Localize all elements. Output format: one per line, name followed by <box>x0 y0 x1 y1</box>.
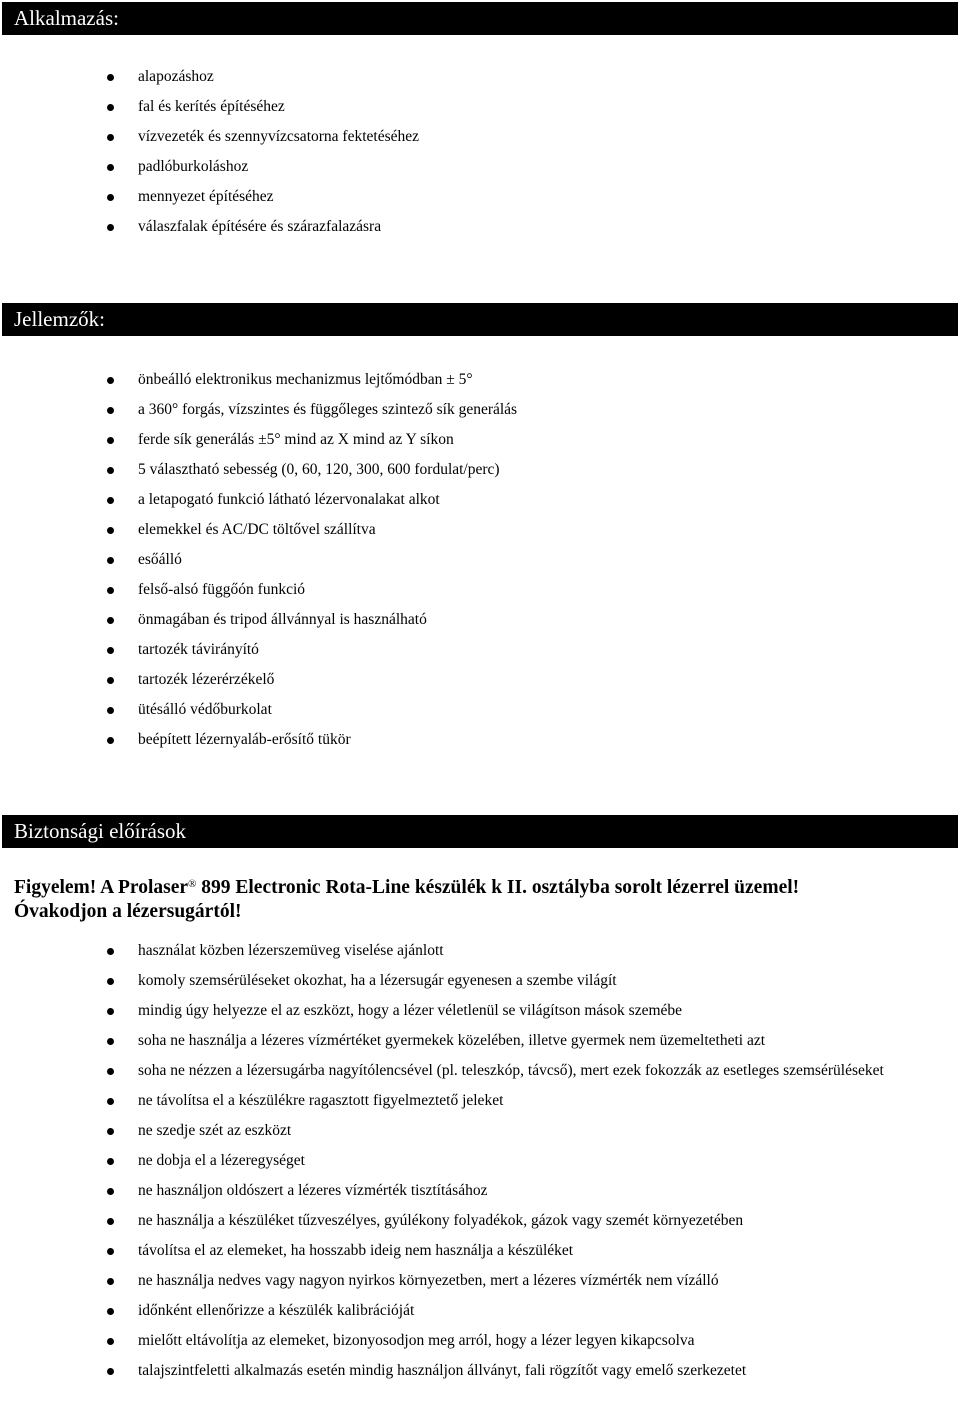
application-list-item: mennyezet építéséhez <box>0 182 419 212</box>
safety-list <box>0 936 898 1386</box>
safety-list-item: távolítsa el az elemeket, ha hosszabb ideig nem használja a készüléket <box>0 1236 898 1266</box>
features-heading: Jellemzők: <box>2 303 958 336</box>
features-list <box>0 365 517 755</box>
features-list-item: tartozék távirányító <box>0 635 517 665</box>
laser-warning <box>14 876 944 924</box>
safety-list-item: mielőtt eltávolítja az elemeket, bizonyosodjon meg arról, hogy a lézer legyen kikapcsolva <box>0 1326 898 1356</box>
safety-list-item: ne távolítsa el a készülékre ragasztott figyelmeztető jeleket <box>0 1086 898 1116</box>
features-list-item: esőálló <box>0 545 517 575</box>
safety-list-item: használat közben lézerszemüveg viselése ajánlott <box>0 936 898 966</box>
safety-list-item: ne dobja el a lézeregységet <box>0 1146 898 1176</box>
application-heading: Alkalmazás: <box>2 2 958 35</box>
application-list-item: alapozáshoz <box>0 62 419 92</box>
application-list-item: vízvezeték és szennyvízcsatorna fektetéséhez <box>0 122 419 152</box>
safety-list-item: komoly szemsérüléseket okozhat, ha a lézersugár egyenesen a szembe világít <box>0 966 898 996</box>
features-list-item: ferde sík generálás ±5° mind az X mind az Y síkon <box>0 425 517 455</box>
safety-list-item: ne használjon oldószert a lézeres vízmérték tisztításához <box>0 1176 898 1206</box>
safety-list-item: soha ne nézzen a lézersugárba nagyítólencsével (pl. teleszkóp, távcső), mert ezek fokozzák az esetleges szemsérüléseket <box>0 1056 898 1086</box>
features-list-item: tartozék lézerérzékelő <box>0 665 517 695</box>
features-list-item: 5 választható sebesség (0, 60, 120, 300, 600 fordulat/perc) <box>0 455 517 485</box>
warning-line-2: Óvakodjon a lézersugártól! <box>14 901 242 922</box>
application-list-item: fal és kerítés építéséhez <box>0 92 419 122</box>
safety-list-item: ne használja a készüléket tűzveszélyes, gyúlékony folyadékok, gázok vagy szemét környezetében <box>0 1206 898 1236</box>
features-list-item: önbeálló elektronikus mechanizmus lejtőmódban ± 5° <box>0 365 517 395</box>
application-list <box>0 62 419 242</box>
features-list-item: a 360° forgás, vízszintes és függőleges szintező sík generálás <box>0 395 517 425</box>
features-list-item: a letapogató funkció látható lézervonalakat alkot <box>0 485 517 515</box>
features-list-item: beépített lézernyaláb-erősítő tükör <box>0 725 517 755</box>
safety-heading: Biztonsági előírások <box>2 815 958 848</box>
safety-list-item: ne szedje szét az eszközt <box>0 1116 898 1146</box>
warning-text-end: 899 Electronic Rota-Line készülék k II. osztályba sorolt lézerrel üzemel! <box>196 877 800 898</box>
features-list-item: felső-alsó függőón funkció <box>0 575 517 605</box>
safety-list-item: időnként ellenőrizze a készülék kalibrációját <box>0 1296 898 1326</box>
features-list-item: önmagában és tripod állvánnyal is használható <box>0 605 517 635</box>
registered-mark: ® <box>188 878 197 890</box>
features-list-item: elemekkel és AC/DC töltővel szállítva <box>0 515 517 545</box>
warning-text-start: Figyelem! A Prolaser <box>14 877 189 898</box>
safety-list-item: talajszintfeletti alkalmazás esetén mindig használjon állványt, fali rögzítőt vagy emelő szerkezetet <box>0 1356 898 1386</box>
application-list-item: padlóburkoláshoz <box>0 152 419 182</box>
safety-list-item: mindig úgy helyezze el az eszközt, hogy a lézer véletlenül se világítson mások szemébe <box>0 996 898 1026</box>
features-list-item: ütésálló védőburkolat <box>0 695 517 725</box>
safety-list-item: ne használja nedves vagy nagyon nyirkos környezetben, mert a lézeres vízmérték nem vízálló <box>0 1266 898 1296</box>
application-list-item: válaszfalak építésére és szárazfalazásra <box>0 212 419 242</box>
safety-list-item: soha ne használja a lézeres vízmértéket gyermekek közelében, illetve gyermek nem üzemeltetheti azt <box>0 1026 898 1056</box>
